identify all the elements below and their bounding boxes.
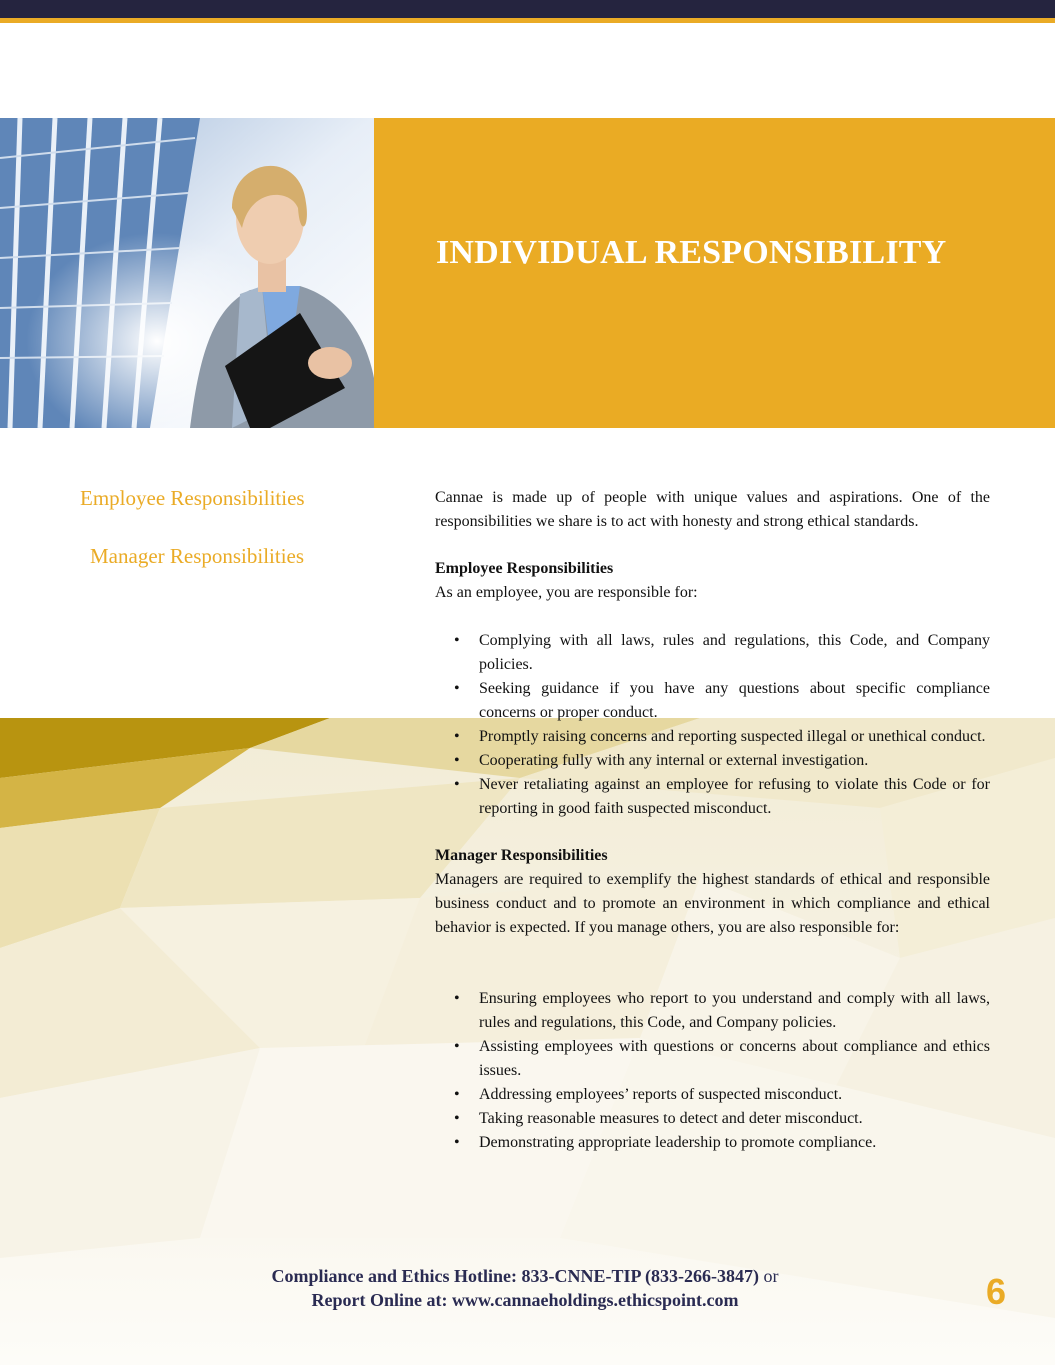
page-title: INDIVIDUAL RESPONSIBILITY (436, 234, 947, 271)
report-online-link[interactable]: Report Online at: www.cannaeholdings.ethicspoint.com (311, 1290, 739, 1310)
or-text: or (759, 1266, 779, 1286)
list-item: • Promptly raising concerns and reporting suspected illegal or unethical conduct. (454, 728, 986, 745)
footer (180, 1264, 870, 1312)
list-item: • Demonstrating appropriate leadership to promote compliance. (454, 1134, 877, 1151)
list-item: • Seeking guidance if you have any questions about specific compliance concerns or proper conduct. (454, 680, 990, 721)
list-item: • Taking reasonable measures to detect and deter misconduct. (454, 1110, 863, 1127)
businesswoman-photo-illustration (0, 118, 374, 428)
top-accent-stripe (0, 18, 1055, 23)
hero-banner (374, 118, 1055, 428)
list-item: • Never retaliating against an employee for refusing to violate this Code or for reporting in good faith suspected misconduct. (454, 776, 990, 817)
hotline-text: Compliance and Ethics Hotline: 833-CNNE-TIP (833-266-3847) (271, 1266, 759, 1286)
employee-responsibilities-list (435, 629, 990, 821)
nav-link-employee-responsibilities[interactable]: Employee Responsibilities (80, 486, 305, 510)
intro-paragraph: Cannae is made up of people with unique values and aspirations. One of the responsibilities we share is to act with honesty and strong ethical standards. (435, 489, 990, 530)
manager-lead-text: Managers are required to exemplify the highest standards of ethical and responsible business conduct and to promote an environment in which compliance and ethical behavior is expected. If you manage others, you are also responsible for: (435, 871, 990, 936)
list-item: • Ensuring employees who report to you understand and comply with all laws, rules and regulations, this Code, and Company policies. (454, 990, 990, 1031)
nav-link-manager-responsibilities[interactable]: Manager Responsibilities (90, 544, 305, 568)
hero-photo (0, 118, 374, 428)
list-item: • Assisting employees with questions or concerns about compliance and ethics issues. (454, 1038, 990, 1079)
employee-responsibilities-heading: Employee Responsibilities (435, 560, 614, 577)
hotline-line (180, 1264, 870, 1288)
top-bar (0, 0, 1055, 18)
employee-lead-text: As an employee, you are responsible for: (435, 584, 698, 601)
manager-responsibilities-heading: Manager Responsibilities (435, 847, 608, 864)
list-item: • Addressing employees’ reports of suspected misconduct. (454, 1086, 843, 1103)
page-number: 6 (986, 1271, 1007, 1312)
list-item: • Cooperating fully with any internal or external investigation. (454, 752, 869, 769)
list-item: • Complying with all laws, rules and regulations, this Code, and Company policies. (454, 632, 990, 673)
manager-responsibilities-list (435, 987, 990, 1155)
main-content (435, 486, 990, 1155)
